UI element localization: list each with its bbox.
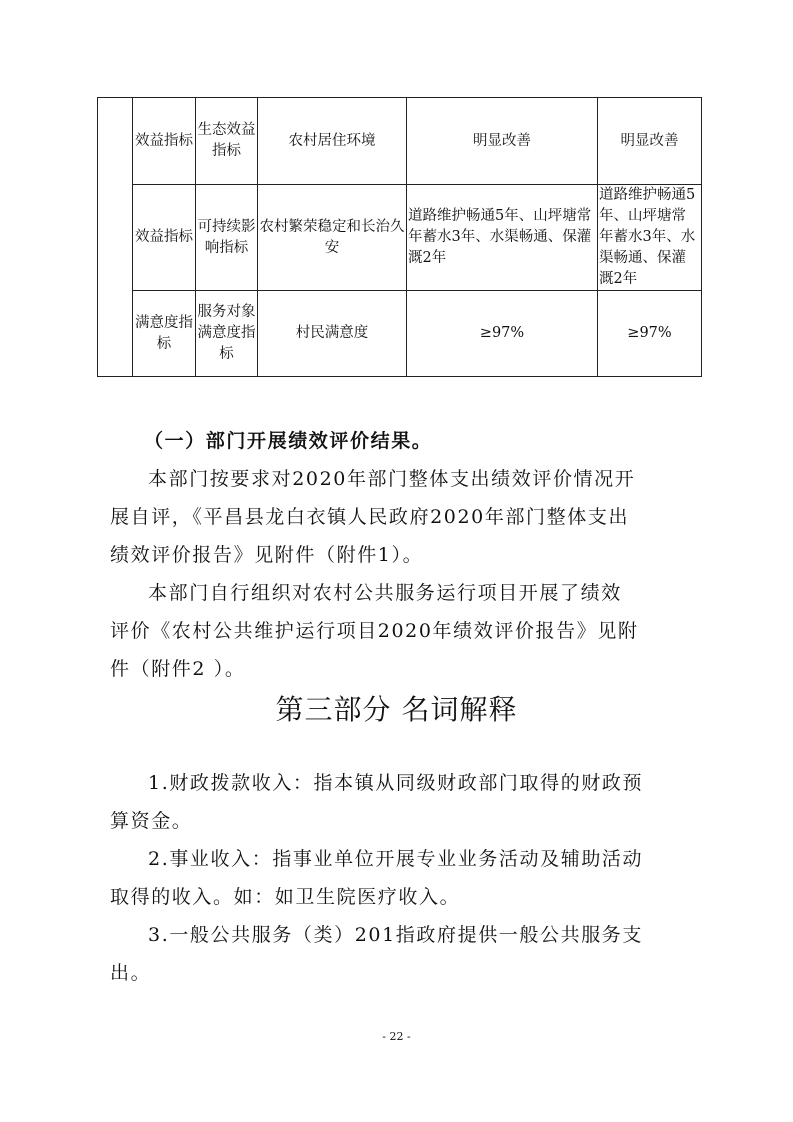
definition-line: 出。 xyxy=(110,962,152,984)
table-cell: 道路维护畅通5年、山坪塘常年蓄水3年、水渠畅通、保灌溉2年 xyxy=(407,185,598,291)
table-row xyxy=(98,291,702,377)
table-cell: 可持续影响指标 xyxy=(196,185,258,291)
table-cell: 道路维护畅通5年、山坪塘常年蓄水3年、水渠畅通、保灌溉2年 xyxy=(598,185,702,291)
definition-line: 3.一般公共服务（类）201指政府提供一般公共服务支 xyxy=(148,924,643,946)
paragraph-line: 本部门按要求对2020年部门整体支出绩效评价情况开 xyxy=(148,468,636,490)
paragraph-line: 展自评，《平昌县龙白衣镇人民政府2020年部门整体支出 xyxy=(110,506,630,528)
table-cell: 服务对象满意度指标 xyxy=(196,291,258,377)
table-cell: 村民满意度 xyxy=(258,291,407,377)
definition-line: 2.事业收入：指事业单位开展专业业务活动及辅助活动 xyxy=(148,848,644,870)
table-cell: 效益指标 xyxy=(133,98,196,185)
definition-line: 算资金。 xyxy=(110,810,193,832)
paragraph-line: 绩效评价报告》见附件（附件1）。 xyxy=(110,544,424,566)
table-cell: 生态效益指标 xyxy=(196,98,258,185)
page-number: - 22 - xyxy=(382,1030,411,1043)
performance-table xyxy=(97,97,702,377)
paragraph-line: 评价《农村公共维护运行项目2020年绩效评价报告》见附 xyxy=(110,620,639,642)
table-cell: 明显改善 xyxy=(407,98,598,185)
table-cell: 满意度指标 xyxy=(133,291,196,377)
table-row xyxy=(98,185,702,291)
subheading: （一）部门开展绩效评价结果。 xyxy=(144,430,433,452)
table-cell: 效益指标 xyxy=(133,185,196,291)
table-cell xyxy=(98,98,133,377)
table-cell: ≥97% xyxy=(407,291,598,377)
table-cell: 明显改善 xyxy=(598,98,702,185)
section-title: 第三部分 名词解释 xyxy=(275,693,518,726)
table-cell: 农村居住环境 xyxy=(258,98,407,185)
table-cell: ≥97% xyxy=(598,291,702,377)
table-cell: 农村繁荣稳定和长治久安 xyxy=(258,185,407,291)
paragraph-line: 件（附件2 ）。 xyxy=(110,658,246,680)
definition-line: 1.财政拨款收入：指本镇从同级财政部门取得的财政预 xyxy=(148,772,644,794)
table-row xyxy=(98,98,702,185)
definition-line: 取得的收入。如：如卫生院医疗收入。 xyxy=(110,886,461,908)
paragraph-line: 本部门自行组织对农村公共服务运行项目开展了绩效 xyxy=(148,582,622,604)
